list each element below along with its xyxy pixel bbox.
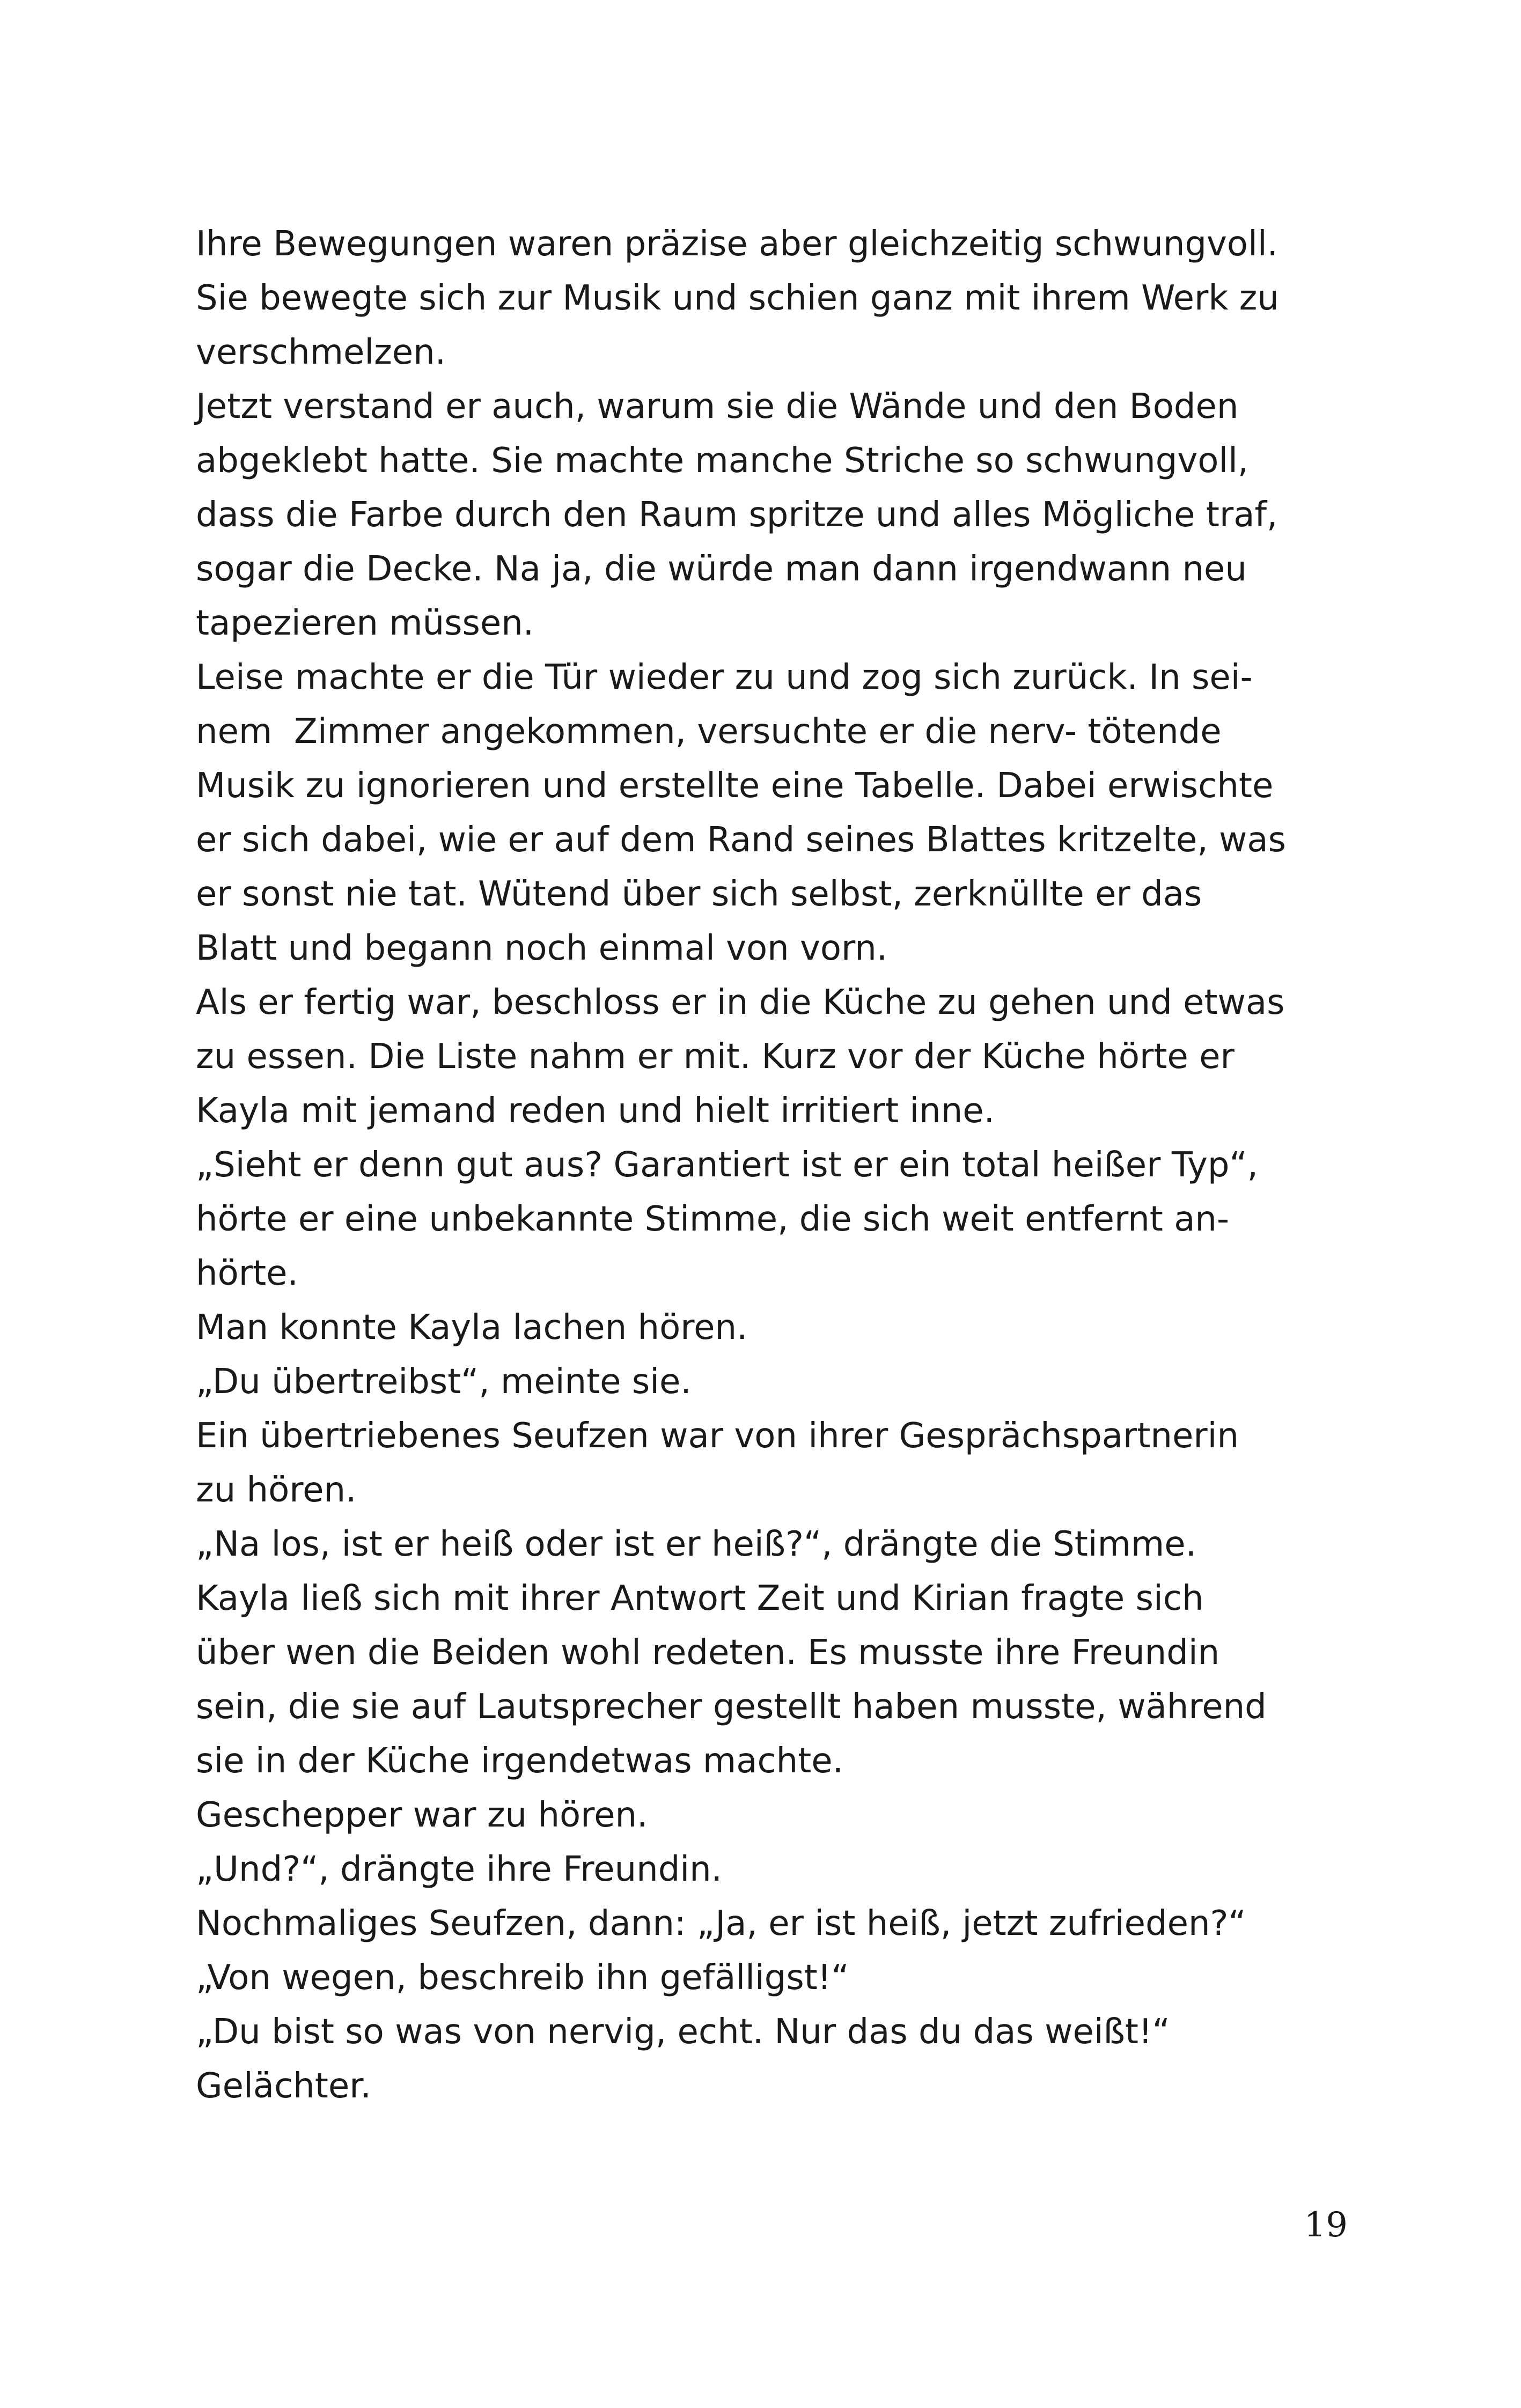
text-line: Blatt und begann noch einmal von vorn. (196, 929, 888, 968)
text-line: sie in der Küche irgendetwas machte. (196, 1741, 843, 1781)
text-line: hörte. (196, 1254, 298, 1293)
text-line: nem Zimmer angekommen, versuchte er die nerv- tötende (196, 712, 1222, 752)
text-line: Gelächter. (196, 2066, 371, 2106)
text-line: über wen die Beiden wohl redeten. Es musste ihre Freundin (196, 1633, 1220, 1673)
text-line: Ein übertriebenes Seufzen war von ihrer Gesprächspartnerin (196, 1416, 1239, 1456)
text-line: sogar die Decke. Na ja, die würde man dann irgendwann neu (196, 549, 1247, 589)
text-line: „Und?“, drängte ihre Freundin. (196, 1850, 722, 1889)
text-line: hörte er eine unbekannte Stimme, die sich weit entfernt an- (196, 1199, 1230, 1239)
text-line: „Von wegen, beschreib ihn gefälligst!“ (196, 1958, 849, 1998)
text-line: zu essen. Die Liste nahm er mit. Kurz vor der Küche hörte er (196, 1037, 1235, 1077)
text-line: dass die Farbe durch den Raum spritze und alles Mögliche traf, (196, 495, 1278, 535)
body-text (196, 217, 1408, 2114)
text-line: Kayla ließ sich mit ihrer Antwort Zeit und Kirian fragte sich (196, 1579, 1204, 1618)
text-line: „Na los, ist er heiß oder ist er heiß?“, drängte die Stimme. (196, 1525, 1196, 1564)
text-line: verschmelzen. (196, 333, 446, 372)
text-line: Sie bewegte sich zur Musik und schien ganz mit ihrem Werk zu (196, 278, 1279, 318)
text-line: sein, die sie auf Lautsprecher gestellt haben musste, während (196, 1687, 1267, 1727)
text-line: Als er fertig war, beschloss er in die Küche zu gehen und etwas (196, 983, 1285, 1022)
text-line: „Sieht er denn gut aus? Garantiert ist er ein total heißer Typ“, (196, 1145, 1258, 1185)
text-line: Kayla mit jemand reden und hielt irritiert inne. (196, 1091, 995, 1131)
text-line: zu hören. (196, 1470, 357, 1510)
text-line: Leise machte er die Tür wieder zu und zog sich zurück. In sei- (196, 658, 1253, 697)
text-line: Musik zu ignorieren und erstellte eine Tabelle. Dabei erwischte (196, 766, 1274, 806)
text-line: tapezieren müssen. (196, 603, 534, 643)
text-line: Geschepper war zu hören. (196, 1795, 648, 1835)
text-line: abgeklebt hatte. Sie machte manche Striche so schwungvoll, (196, 441, 1249, 481)
text-line: Man konnte Kayla lachen hören. (196, 1308, 748, 1347)
text-line: Jetzt verstand er auch, warum sie die Wände und den Boden (196, 387, 1239, 426)
text-line: Nochmaliges Seufzen, dann: „Ja, er ist heiß, jetzt zufrieden?“ (196, 1904, 1246, 1943)
text-line: „Du übertreibst“, meinte sie. (196, 1362, 692, 1402)
text-line: er sonst nie tat. Wütend über sich selbst, zerknüllte er das (196, 874, 1202, 914)
text-line: Ihre Bewegungen waren präzise aber gleichzeitig schwungvoll. (196, 224, 1278, 264)
text-line: „Du bist so was von nervig, echt. Nur das du das weißt!“ (196, 2012, 1170, 2052)
page-number: 19 (1304, 2205, 1348, 2245)
text-line: er sich dabei, wie er auf dem Rand seines Blattes kritzelte, was (196, 820, 1286, 860)
